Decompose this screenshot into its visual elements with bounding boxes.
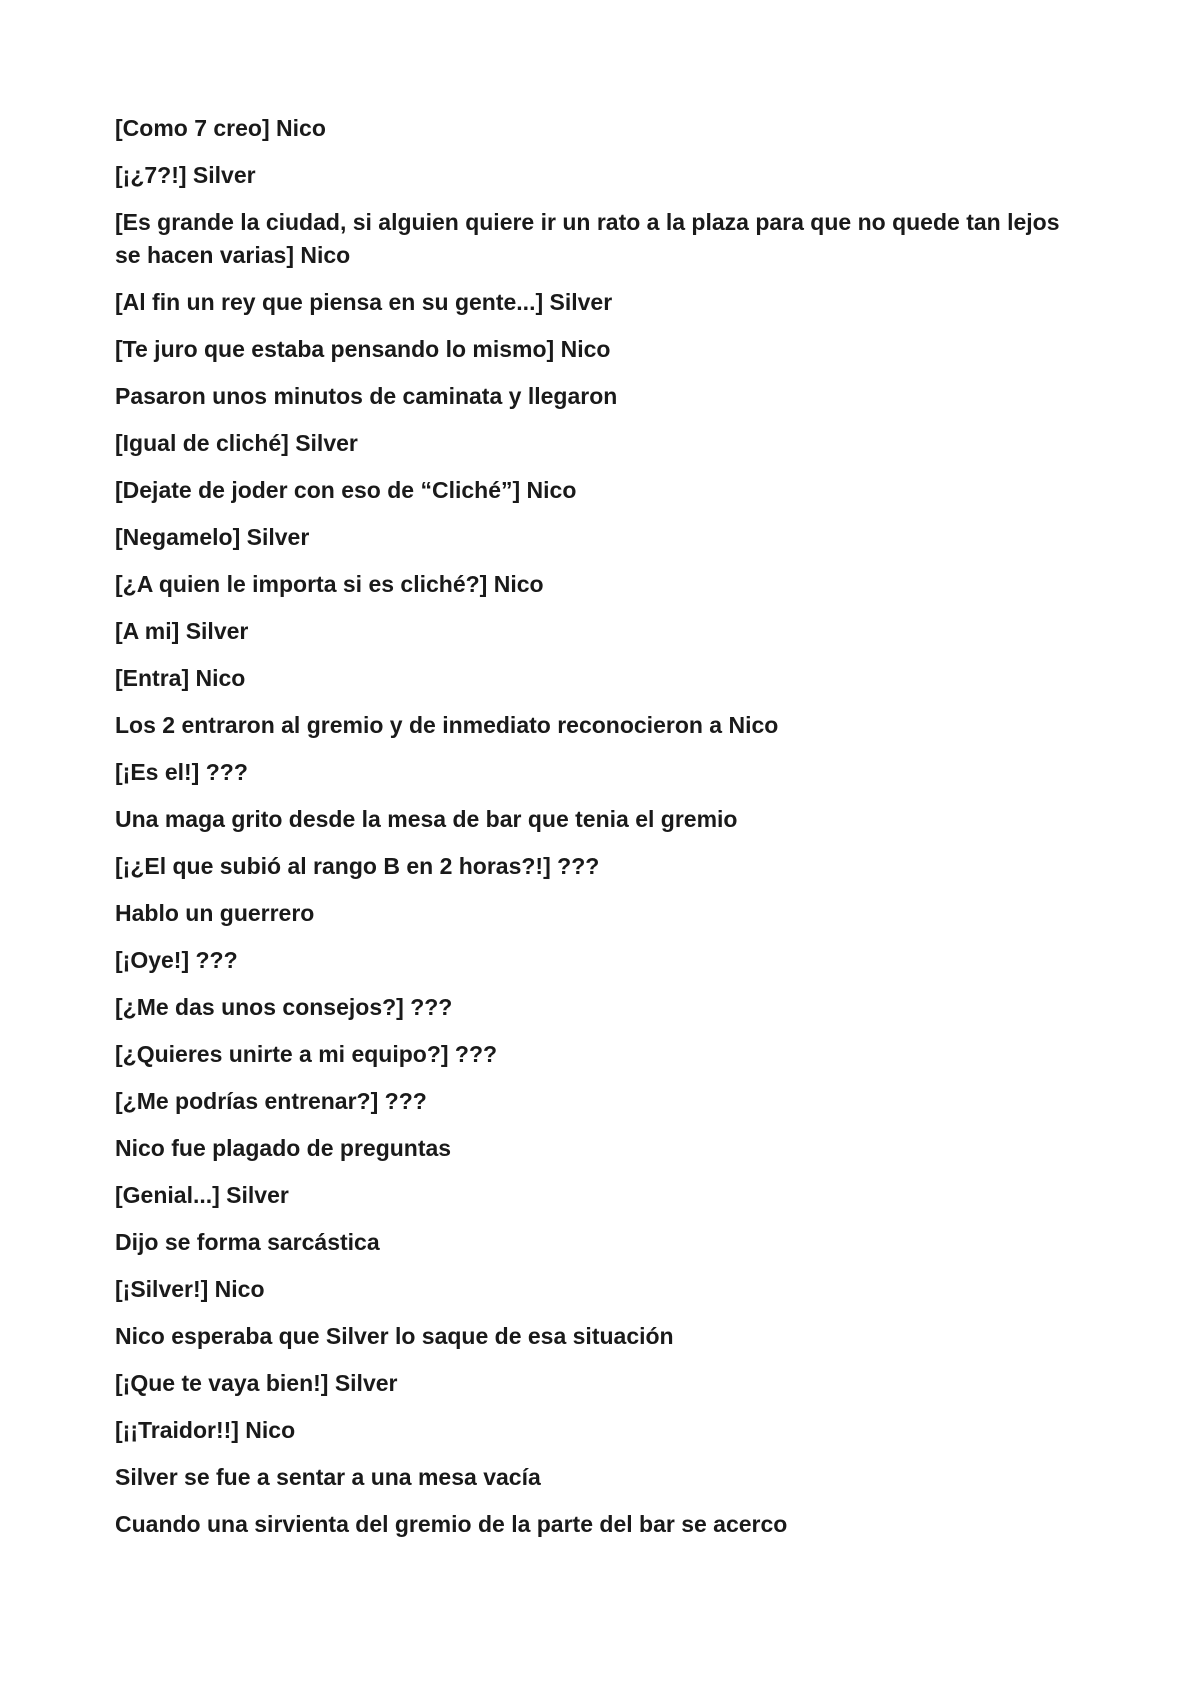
text-line: [¡Es el!] ??? xyxy=(115,759,248,785)
text-line: Nico fue plagado de preguntas xyxy=(115,1135,452,1161)
text-line: [Igual de cliché] Silver xyxy=(115,430,358,456)
text-line: Los 2 entraron al gremio y de inmediato reconocieron a Nico xyxy=(115,712,779,738)
document-text-body xyxy=(115,112,1075,1555)
text-line: [¡Que te vaya bien!] Silver xyxy=(115,1370,398,1396)
text-line: Cuando una sirvienta del gremio de la parte del bar se acerco xyxy=(115,1511,788,1537)
text-line: Nico esperaba que Silver lo saque de esa situación xyxy=(115,1323,674,1349)
text-line: [Dejate de joder con eso de “Cliché”] Nico xyxy=(115,477,577,503)
text-line: [A mi] Silver xyxy=(115,618,249,644)
text-line: Pasaron unos minutos de caminata y llegaron xyxy=(115,383,618,409)
text-line: [Negamelo] Silver xyxy=(115,524,310,550)
text-line: [Entra] Nico xyxy=(115,665,246,691)
text-line: [¡¿El que subió al rango B en 2 horas?!] ??? xyxy=(115,853,600,879)
text-line: [Es grande la ciudad, si alguien quiere ir un rato a la plaza para que no quede tan lejos se hacen varias] Nico xyxy=(115,209,1060,268)
text-line: [¿Quieres unirte a mi equipo?] ??? xyxy=(115,1041,498,1067)
text-line: [Al fin un rey que piensa en su gente...] Silver xyxy=(115,289,613,315)
text-line: Dijo se forma sarcástica xyxy=(115,1229,380,1255)
text-line: Una maga grito desde la mesa de bar que tenia el gremio xyxy=(115,806,738,832)
text-line: [¿Me das unos consejos?] ??? xyxy=(115,994,453,1020)
text-line: [¿Me podrías entrenar?] ??? xyxy=(115,1088,427,1114)
text-line: Silver se fue a sentar a una mesa vacía xyxy=(115,1464,541,1490)
text-line: [Como 7 creo] Nico xyxy=(115,115,326,141)
text-line: [Genial...] Silver xyxy=(115,1182,289,1208)
text-line: [¿A quien le importa si es cliché?] Nico xyxy=(115,571,544,597)
text-line: [¡¿7?!] Silver xyxy=(115,162,256,188)
text-line: [¡Silver!] Nico xyxy=(115,1276,265,1302)
text-line: Hablo un guerrero xyxy=(115,900,315,926)
text-line: [¡Oye!] ??? xyxy=(115,947,238,973)
text-line: [¡¡Traidor!!] Nico xyxy=(115,1417,296,1443)
text-line: [Te juro que estaba pensando lo mismo] Nico xyxy=(115,336,611,362)
